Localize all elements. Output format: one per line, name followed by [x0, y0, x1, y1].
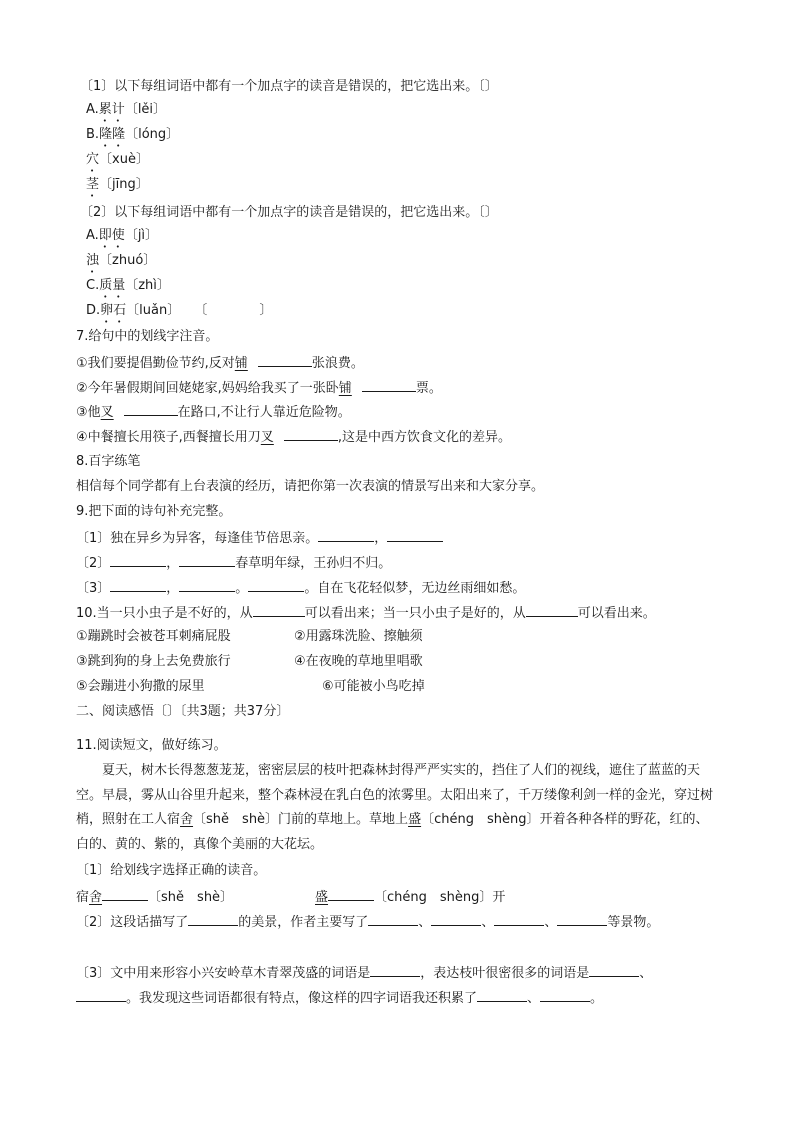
q6-sub2-stem: 〔2〕以下每组词语中都有一个加点字的读音是错误的，把它选出来。〔〕 — [80, 205, 498, 220]
sentence-text: ④中餐擅长用筷子,西餐擅长用刀 — [76, 430, 261, 445]
passage-text: 〔shě shè〕门前的草地上。草地上 — [193, 812, 409, 827]
answer-blank[interactable] — [110, 578, 166, 592]
stem-text: 的美景，作者主要写了 — [238, 915, 369, 930]
option-label: A. — [86, 102, 99, 117]
answer-blank[interactable] — [557, 912, 607, 926]
option-label: B. — [86, 127, 100, 142]
q9-line-1 — [76, 528, 443, 548]
answer-blank[interactable] — [284, 427, 338, 441]
answer-blank[interactable] — [253, 603, 305, 617]
q6-sub1-option-c[interactable] — [86, 151, 149, 175]
sentence-text: ①我们要提倡勤俭节约,反对 — [76, 356, 235, 371]
answer-blank[interactable] — [362, 378, 416, 392]
passage-text: 夏天，树木长得葱葱茏茏，密密层层的枝叶把森林封得严严实实的，挡住了人们的视线，遮住了蓝蓝的天空。早晨，雾从山谷里升起来，整个森林浸在乳白色的浓雾里。太阳出来了，千万缕像利剑一样的金光，穿过树梢，照射在工人宿 — [76, 763, 714, 827]
option-word: 卵石 — [100, 303, 127, 318]
q10-option: ①蹦跳时会被苍耳刺痛屁股 — [76, 629, 231, 644]
option-word: 累计 — [98, 102, 125, 117]
option-label: A. — [86, 228, 99, 243]
q6-sub2-option-c[interactable] — [86, 277, 170, 301]
q10-option: ②用露珠洗脸、擦触须 — [294, 629, 423, 644]
q9-title: 9.把下面的诗句补充完整。 — [76, 504, 232, 519]
answer-blank[interactable] — [76, 988, 126, 1002]
sentence-text: 票。 — [415, 381, 442, 396]
answer-blank[interactable] — [494, 912, 544, 926]
stem-text: 可以看出来。 — [577, 606, 656, 621]
q11-sub3-line1 — [76, 963, 652, 983]
q11-sub1-choices — [76, 887, 233, 907]
underlined-char: 舍 — [89, 890, 103, 905]
q10-option: ④在夜晚的草地里唱歌 — [294, 654, 423, 669]
answer-blank[interactable] — [540, 988, 590, 1002]
q8-prompt: 相信每个同学都有上台表演的经历，请把你第一次表演的情景写出来和大家分享。 — [76, 479, 545, 494]
poem-text: 〔2〕 — [76, 556, 111, 571]
q6-sub2-option-a[interactable] — [86, 227, 158, 251]
punct: ， — [374, 531, 388, 546]
option-pinyin: 〔zhuó〕 — [99, 253, 157, 268]
option-pinyin: 〔jì〕 — [124, 228, 159, 243]
punct: ， — [166, 581, 180, 596]
q6-sub2-option-d[interactable] — [86, 302, 272, 326]
choice-text: 宿 — [76, 890, 90, 905]
answer-blank[interactable] — [387, 528, 443, 542]
q8-title: 8.百字练笔 — [76, 454, 141, 469]
q7-title: 7.给句中的划线字注音。 — [76, 329, 219, 344]
q9-line-3 — [76, 578, 525, 598]
sentence-text: ②今年暑假期间回姥姥家,妈妈给我买了一张卧 — [76, 381, 339, 396]
answer-blank[interactable] — [328, 887, 374, 901]
q11-sub2 — [76, 912, 659, 932]
sentence-text: 在路口,不让行人靠近危险物。 — [177, 405, 351, 420]
q10-option: ⑥可能被小鸟吃掉 — [322, 679, 425, 694]
option-pinyin: 〔luǎn〕 — [126, 303, 181, 318]
stem-text: 。我发现这些词语都很有特点，像这样的四字词语我还积累了 — [126, 991, 478, 1006]
answer-blank[interactable] — [110, 553, 166, 567]
q6-sub1-option-b[interactable] — [86, 126, 179, 150]
stem-text: 10.当一只小虫子是不好的，从 — [76, 606, 253, 621]
punct: 、 — [527, 991, 541, 1006]
q6-sub1-option-d[interactable] — [86, 176, 149, 200]
option-word: 隆隆 — [99, 127, 126, 142]
q10-option: ③跳到狗的身上去免费旅行 — [76, 654, 231, 669]
poem-text: 春草明年绿，王孙归不归。 — [235, 556, 392, 571]
option-pinyin: 〔zhì〕 — [125, 278, 170, 293]
q7-sentence-3 — [76, 402, 351, 422]
punct: 、 — [544, 915, 558, 930]
option-word: 浊 — [86, 253, 100, 268]
punct: 、 — [418, 915, 432, 930]
answer-blank[interactable] — [318, 528, 374, 542]
answer-blank[interactable] — [370, 963, 420, 977]
answer-blank[interactable] — [124, 402, 178, 416]
stem-text: 〔2〕这段话描写了 — [76, 915, 189, 930]
answer-blank[interactable] — [179, 553, 235, 567]
section-heading: 二、阅读感悟〔〕〔共3题；共37分〕 — [76, 704, 290, 719]
underlined-char: 盛 — [315, 890, 329, 905]
q6-sub1-option-a[interactable] — [86, 101, 166, 125]
answer-blank[interactable] — [102, 887, 148, 901]
answer-blank[interactable] — [188, 912, 238, 926]
choice-text: 〔shě shè〕 — [148, 890, 234, 905]
option-pinyin: 〔jīng〕 — [99, 177, 149, 192]
punct: 、 — [639, 966, 653, 981]
stem-text: ，表达枝叶很密很多的词语是 — [420, 966, 590, 981]
stem-text: 可以看出来；当一只小虫子是好的，从 — [304, 606, 526, 621]
underlined-char: 铺 — [338, 381, 352, 396]
sentence-text: ③他 — [76, 405, 101, 420]
sentence-text: ,这是中西方饮食文化的差异。 — [337, 430, 511, 445]
answer-blank[interactable] — [431, 912, 481, 926]
q7-sentence-2 — [76, 378, 442, 398]
sentence-text: 张浪费。 — [311, 356, 364, 371]
q6-sub1-stem: 〔1〕以下每组词语中都有一个加点字的读音是错误的，把它选出来。〔〕 — [80, 79, 498, 94]
stem-text: 等景物。 — [607, 915, 660, 930]
answer-blank[interactable] — [368, 912, 418, 926]
option-label: C. — [86, 278, 100, 293]
reading-passage — [76, 759, 719, 857]
answer-paren-open: 〔 — [194, 303, 208, 318]
underlined-char: 叉 — [100, 405, 114, 420]
q9-line-2 — [76, 553, 391, 573]
option-word: 穴 — [86, 152, 100, 167]
option-pinyin: 〔lóng〕 — [125, 127, 180, 142]
q7-sentence-4 — [76, 427, 511, 447]
punct: ， — [166, 556, 180, 571]
answer-blank[interactable] — [526, 603, 578, 617]
underlined-char: 舍 — [180, 812, 194, 827]
answer-blank[interactable] — [179, 578, 235, 592]
option-word: 质量 — [99, 278, 126, 293]
q11-sub1-choices-2 — [315, 887, 505, 907]
option-pinyin: 〔lěi〕 — [124, 102, 167, 117]
answer-blank[interactable] — [258, 353, 312, 367]
q10-option: ⑤会蹦进小狗撒的尿里 — [76, 679, 205, 694]
q11-sub1-stem: 〔1〕给划线字选择正确的读音。 — [76, 863, 267, 878]
option-word: 茎 — [86, 177, 100, 192]
underlined-char: 叉 — [260, 430, 274, 445]
underlined-char: 铺 — [234, 356, 248, 371]
option-label: D. — [86, 303, 101, 318]
passage-text: 〔chéng shèng〕开着各种各样的野花，红的、白的、黄的、紫的，真像个美丽的大花坛。 — [76, 812, 709, 852]
poem-text: 〔1〕独在异乡为异客，每逢佳节倍思亲。 — [76, 531, 319, 546]
punct: 。 — [590, 991, 604, 1006]
option-word: 即使 — [98, 228, 125, 243]
q7-sentence-1 — [76, 353, 364, 373]
punct: 。 — [235, 581, 249, 596]
answer-blank[interactable] — [589, 963, 639, 977]
option-pinyin: 〔xuè〕 — [99, 152, 149, 167]
q6-sub2-option-b[interactable] — [86, 252, 156, 276]
q10-stem — [76, 603, 656, 623]
q11-sub3-line2 — [76, 988, 603, 1008]
underlined-char: 盛 — [408, 812, 422, 827]
choice-text: 〔chéng shèng〕开 — [374, 890, 506, 905]
answer-blank[interactable] — [477, 988, 527, 1002]
poem-text: 。自在飞花轻似梦，无边丝雨细如愁。 — [304, 581, 526, 596]
answer-blank[interactable] — [248, 578, 304, 592]
poem-text: 〔3〕 — [76, 581, 111, 596]
stem-text: 〔3〕文中用来形容小兴安岭草木青翠茂盛的词语是 — [76, 966, 371, 981]
answer-paren-close: 〕 — [259, 303, 273, 318]
q11-title: 11.阅读短文，做好练习。 — [76, 738, 227, 753]
punct: 、 — [481, 915, 495, 930]
